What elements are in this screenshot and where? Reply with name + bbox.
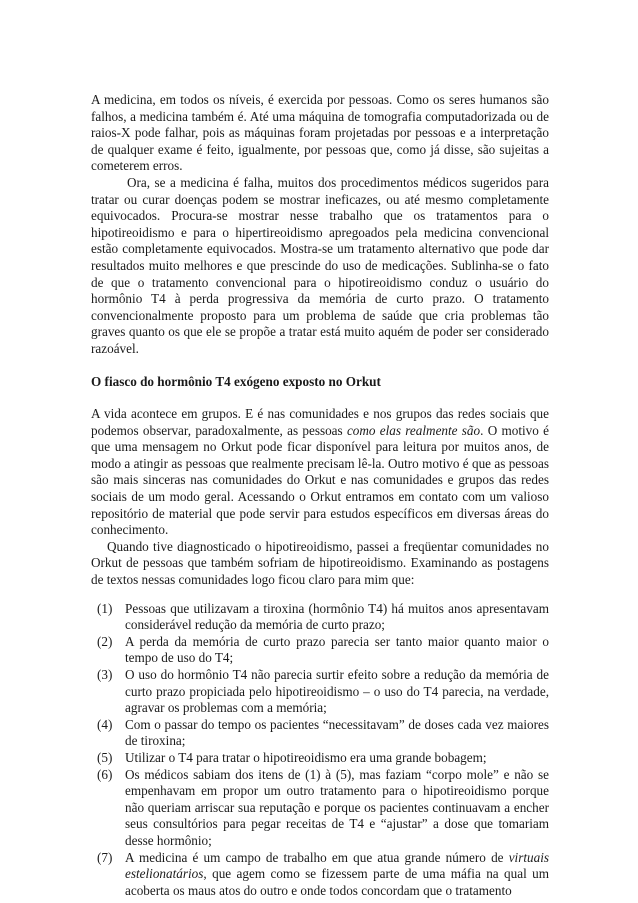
list-item-number: (2) [97,633,113,649]
list-item-text: Utilizar o T4 para tratar o hipotireoidismo era uma grande bobagem; [125,749,487,765]
list-item [97,717,549,750]
intro-paragraph-2: Ora, se a medicina é falha, muitos dos procedimentos médicos sugeridos para tratar ou curar doenças podem se mostrar ineficazes, ou até mesmo completamente equivocados. Procura-se mostrar nesse trabalho que os tratamentos para o hipotireoidismo e para o hipertireoidismo apregoados pela medicina convencional estão completamente equivocados. Mostra-se um tratamento alternativo que pode dar resultados muito melhores e que prescinde do uso de medicações. Sublinha-se o fato de que o tratamento convencional para o hipotireoidismo conduz o usuário do hormônio T4 à perda progressiva da memória de curto prazo. O tratamento convencionalmente proposto para um problema de saúde que cria problemas tão graves quanto os que ele se propõe a tratar está muito aquém de poder ser considerado razoável. [91,174,549,356]
list-item-number: (3) [97,667,113,682]
section-paragraph-2: Quando tive diagnosticado o hipotireoidismo, passei a freqüentar comunidades no Orkut de pessoas que também sofriam de hipotireoidismo. Examinando as postagens de textos nessas comunidades logo ficou claro para mim que: [91,538,549,588]
spacer [91,589,549,601]
spacer [91,390,549,406]
spacer [91,358,549,374]
list-item-number: (7) [97,849,113,865]
intro-paragraph-1: A medicina, em todos os níveis, é exercida por pessoas. Como os seres humanos são falhos, a medicina também é. Até uma máquina de tomografia computadorizada ou de raios-X pode falhar, pois as máquinas foram projetadas por pessoas e a interpretação de qualquer exame é feito, igualmente, por pessoas que, como já disse, são sujeitas a cometerem erros. [91,92,549,174]
list-item [97,850,549,900]
section-p1-text-a: A vida acontece em grupos. E é nas comunidades e nos grupos das redes sociais que podemos observar, paradoxalmente, as pessoas [91,406,549,438]
list-item [97,667,549,717]
section-paragraph-1 [91,406,549,539]
list-item [97,634,549,667]
list-item-number: (4) [97,716,113,732]
section-p1-text-b: . O motivo é que uma mensagem no Orkut pode ficar disponível para leitura por muitos anos, de modo a atingir as pessoas que realmente precisam lê-la. Outro motivo é que as pessoas são mais sinceras nas comunidades do Orkut e nas comunidades e grupos das redes sociais de um modo geral. Acessando o Orkut entramos em contato com um valioso repositório de material que pode servir para estudos específicos em diversas áreas do conhecimento. [91,422,549,538]
list-item-number: (6) [97,766,113,782]
list-item-text: A perda da memória de curto prazo parecia ser tanto maior quanto maior o tempo de uso do T4; [125,633,549,666]
list-item-text: O uso do hormônio T4 não parecia surtir efeito sobre a redução da memória de curto prazo propiciada pelo hipotireoidismo – o uso do T4 parecia, na verdade, agravar os problemas com a memória; [125,667,549,716]
list-item-7-emphasis: virtuais estelionatários [125,849,549,882]
list-item [97,767,549,850]
list-item [97,601,549,634]
list-item-text: Com o passar do tempo os pacientes “necessitavam” de doses cada vez maiores de tiroxina; [125,716,549,749]
list-item-7-text-b: , que agem como se fizessem parte de uma máfia na qual um acoberta os maus atos do outro e onde todos concordam que o tratamento [125,866,549,898]
findings-list [91,601,549,900]
list-item-text: Os médicos sabiam dos itens de (1) à (5), mas faziam “corpo mole” e não se empenhavam em propor um outro tratamento para o hipotireoidismo porque não queriam arriscar sua reputação e porque os pacientes continuavam a encher seus consultórios para pegar receitas de T4 e “ajustar” a dose que tomariam desse hormônio; [125,766,549,848]
list-item-number: (5) [97,749,113,765]
list-item-text: Pessoas que utilizavam a tiroxina (hormônio T4) há muitos anos apresentavam considerável redução da memória de curto prazo; [125,600,549,633]
list-item-7-text-a: A medicina é um campo de trabalho em que atua grande número de [125,849,509,865]
section-p1-emphasis: como elas realmente são [346,422,481,438]
list-item [97,750,549,767]
section-heading: O fiasco do hormônio T4 exógeno exposto no Orkut [91,373,381,389]
list-item-number: (1) [97,600,113,616]
document-page [91,92,549,899]
